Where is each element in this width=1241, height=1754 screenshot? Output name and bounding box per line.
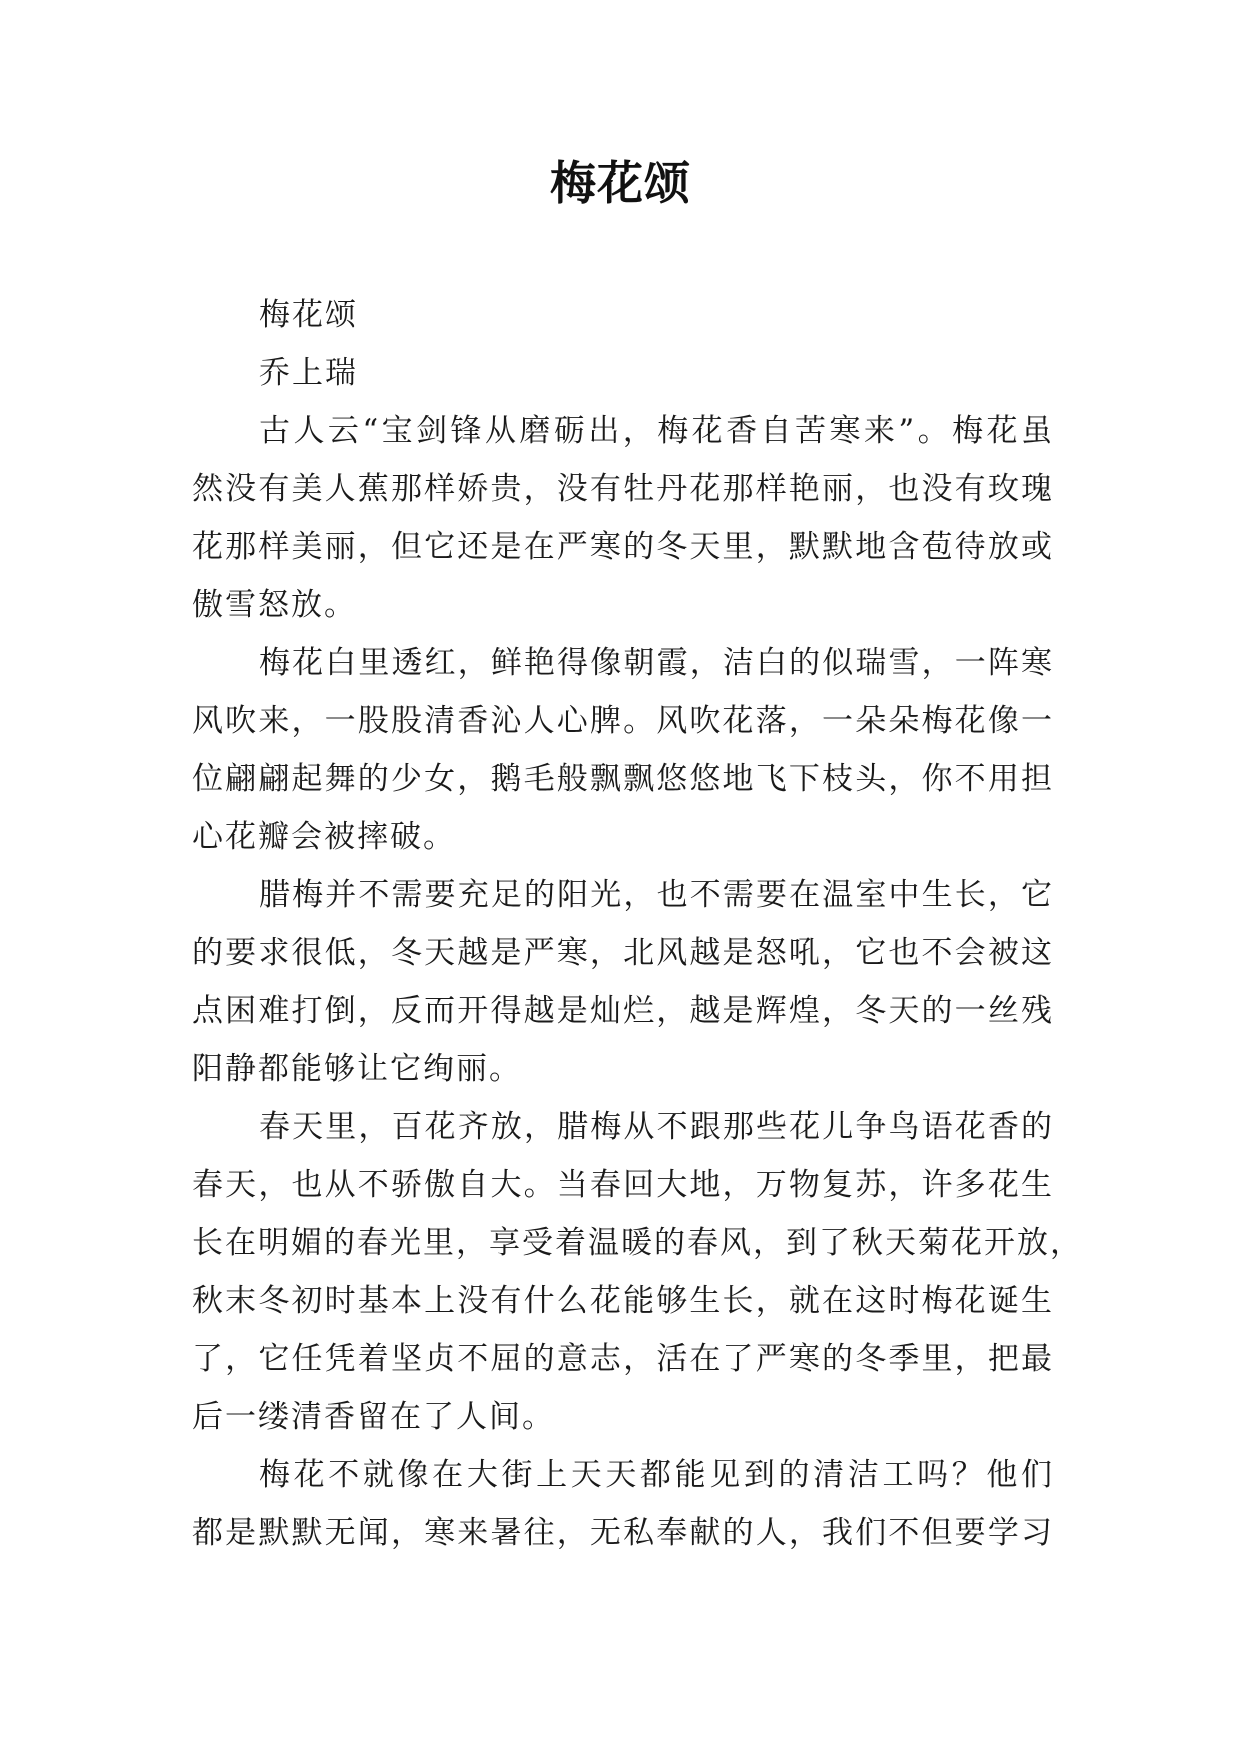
text-line: 阳静都能够让它绚丽。 — [192, 1051, 522, 1087]
text-line: 腊梅并不需要充足的阳光，也不需要在温室中生长，它 — [259, 877, 1054, 913]
text-line: 春天，也从不骄傲自大。当春回大地，万物复苏，许多花生 — [192, 1167, 1054, 1203]
document-body — [192, 286, 1083, 1562]
text-line: 点困难打倒，反而开得越是灿烂，越是辉煌，冬天的一丝残 — [192, 993, 1054, 1029]
text-line: 后一缕清香留在了人间。 — [192, 1399, 555, 1435]
text-line: 了，它任凭着坚贞不屈的意志，活在了严寒的冬季里，把最 — [192, 1341, 1054, 1377]
text-line: 梅花白里透红，鲜艳得像朝霞，洁白的似瑞雪，一阵寒 — [259, 645, 1054, 681]
text-line: 古人云“宝剑锋从磨砺出，梅花香自苦寒来”。梅花虽 — [259, 413, 1054, 449]
document-title: 梅花颂 — [550, 156, 691, 210]
text-line: 心花瓣会被摔破。 — [192, 819, 456, 855]
text-line: 位翩翩起舞的少女，鹅毛般飘飘悠悠地飞下枝头，你不用担 — [192, 761, 1054, 797]
text-line: 风吹来，一股股清香沁人心脾。风吹花落，一朵朵梅花像一 — [192, 703, 1054, 739]
text-line: 长在明媚的春光里，享受着温暖的春风，到了秋天菊花开放， — [192, 1225, 1083, 1261]
text-line: 都是默默无闻，寒来暑往，无私奉献的人，我们不但要学习 — [192, 1515, 1054, 1551]
text-line: 花那样美丽，但它还是在严寒的冬天里，默默地含苞待放或 — [192, 529, 1054, 565]
text-line: 的要求很低，冬天越是严寒，北风越是怒吼，它也不会被这 — [192, 935, 1054, 971]
text-line: 傲雪怒放。 — [192, 587, 357, 623]
text-line: 乔上瑞 — [259, 355, 358, 391]
text-line: 春天里，百花齐放，腊梅从不跟那些花儿争鸟语花香的 — [259, 1109, 1054, 1145]
text-line: 然没有美人蕉那样娇贵，没有牡丹花那样艳丽，也没有玫瑰 — [192, 471, 1054, 507]
text-line: 秋末冬初时基本上没有什么花能够生长，就在这时梅花诞生 — [192, 1283, 1054, 1319]
text-line: 梅花不就像在大街上天天都能见到的清洁工吗？他们 — [259, 1457, 1054, 1493]
text-line: 梅花颂 — [259, 297, 358, 333]
